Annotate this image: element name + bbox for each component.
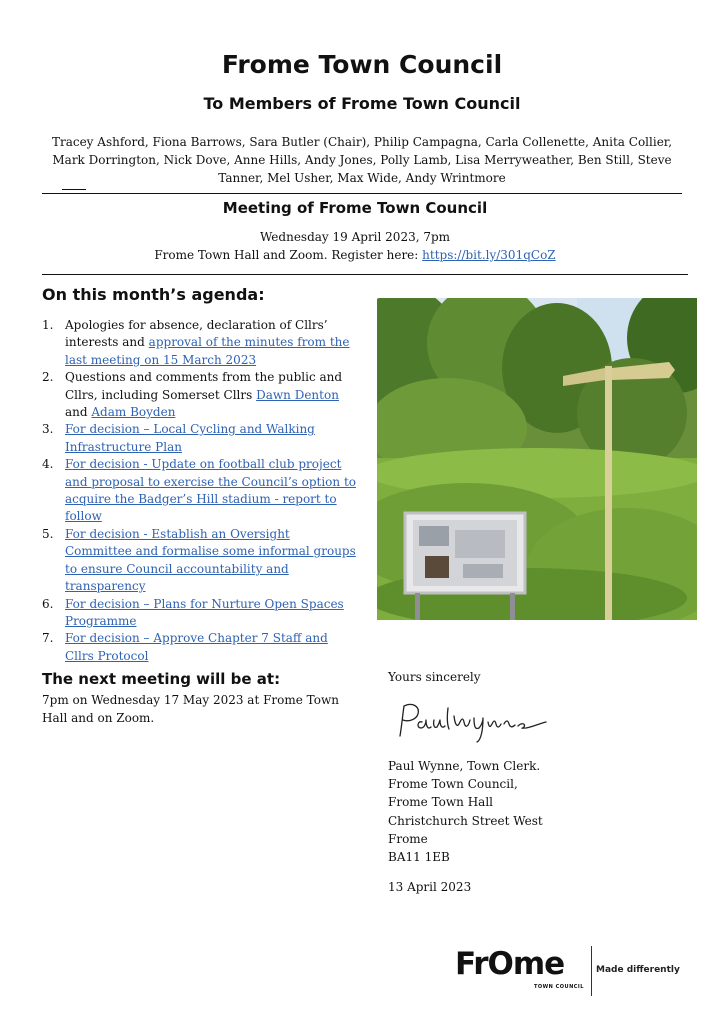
- signpost-meadow-photo: [377, 298, 697, 620]
- letter-date: 13 April 2023: [388, 880, 472, 894]
- agenda-item-number: 6.: [42, 596, 54, 611]
- divider-bottom: [42, 274, 688, 275]
- agenda-item: [42, 526, 360, 596]
- address-line: Frome: [388, 831, 428, 846]
- agenda-item: [42, 596, 360, 631]
- agenda-item: [42, 456, 360, 526]
- address-line: Frome Town Hall: [388, 795, 493, 810]
- logo-divider: [591, 946, 592, 996]
- cycling-walking-plan-link[interactable]: For decision – Local Cycling and Walking Infrastructure Plan: [65, 422, 315, 454]
- members-line-3: Tanner, Mel Usher, Max Wide, Andy Wrintmore: [218, 171, 506, 185]
- agenda-item: [42, 369, 360, 421]
- divider-short: [62, 189, 86, 190]
- agenda-item-number: 4.: [42, 457, 54, 472]
- agenda-list: [42, 317, 360, 665]
- agenda-item: [42, 317, 360, 369]
- dawn-denton-link[interactable]: Dawn Denton: [256, 387, 339, 402]
- meeting-title: Meeting of Frome Town Council: [222, 199, 488, 217]
- logo-subtext: TOWN COUNCIL: [534, 984, 584, 990]
- agenda-item-number: 5.: [42, 526, 54, 541]
- nurture-open-spaces-link[interactable]: For decision – Plans for Nurture Open Spaces Programme: [65, 596, 344, 628]
- staff-protocol-link[interactable]: For decision – Approve Chapter 7 Staff and Cllrs Protocol: [65, 631, 328, 663]
- signature-image: [394, 700, 554, 744]
- agenda-item-text: Apologies for absence, declaration of Cllrs’ interests and: [65, 318, 328, 350]
- agenda-item-number: 2.: [42, 370, 54, 385]
- logo-tagline: Made differently: [596, 965, 680, 975]
- agenda-item: [42, 421, 360, 456]
- meeting-venue: [0, 248, 710, 262]
- meeting-date: Wednesday 19 April 2023, 7pm: [259, 230, 451, 244]
- divider-top: [42, 193, 682, 194]
- meeting-venue-text: Frome Town Hall and Zoom. Register here:: [154, 248, 423, 262]
- minutes-link[interactable]: approval of the minutes from the last meeting on 15 March 2023: [65, 335, 350, 367]
- adam-boyden-link[interactable]: Adam Boyden: [91, 405, 176, 420]
- football-club-link[interactable]: For decision - Update on football club project and proposal to exercise the Council’s option to acquire the Badger’s Hill stadium - report to follow: [65, 457, 356, 524]
- address-line: Frome Town Council,: [388, 777, 518, 792]
- agenda-item-number: 1.: [42, 318, 54, 332]
- agenda-item-number: 7.: [42, 631, 54, 646]
- frome-logo: [455, 944, 695, 998]
- register-link[interactable]: https://bit.ly/301qCoZ: [422, 248, 556, 262]
- page-title: Frome Town Council: [221, 50, 503, 79]
- members-list: [40, 133, 684, 187]
- agenda-item-text: Questions and comments from the public and Cllrs, including Somerset Cllrs: [65, 370, 343, 402]
- agenda-item-number: 3.: [42, 422, 54, 437]
- sender-name-line: Paul Wynne, Town Clerk.: [388, 759, 541, 773]
- agenda-item: [42, 630, 360, 665]
- next-meeting-heading: The next meeting will be at:: [42, 670, 281, 688]
- page-subtitle: To Members of Frome Town Council: [203, 94, 521, 113]
- address-line: Christchurch Street West: [388, 813, 543, 828]
- members-line-2: Mark Dorrington, Nick Dove, Anne Hills, Andy Jones, Polly Lamb, Lisa Merryweather, Ben Still, Steve: [52, 153, 672, 167]
- next-meeting-text: 7pm on Wednesday 17 May 2023 at Frome Town Hall and on Zoom.: [42, 693, 339, 725]
- members-line-1: Tracey Ashford, Fiona Barrows, Sara Butler (Chair), Philip Campagna, Carla Collenette, Anita Collier,: [51, 135, 673, 149]
- agenda-heading: On this month’s agenda:: [42, 285, 265, 304]
- sender-address: [388, 757, 543, 866]
- address-line: BA11 1EB: [388, 850, 450, 865]
- oversight-committee-link[interactable]: For decision - Establish an Oversight Committee and formalise some informal groups to ensure Council accountability and transparency: [65, 526, 356, 594]
- logo-word: FrOme: [455, 946, 565, 982]
- closing-text: Yours sincerely: [388, 670, 481, 684]
- agenda-item-text: and: [65, 405, 92, 420]
